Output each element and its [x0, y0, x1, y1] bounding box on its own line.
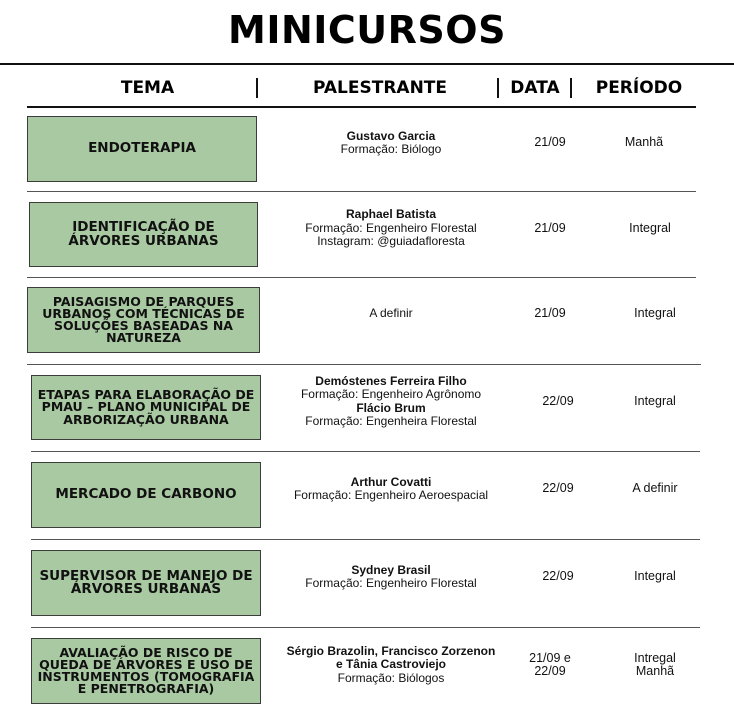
speaker-detail: Formação: Engenheiro Florestal — [305, 220, 477, 235]
row-divider — [31, 451, 700, 452]
header-tema: TEMA — [120, 78, 175, 98]
row-divider — [31, 539, 700, 540]
row-divider — [27, 277, 696, 278]
palestrante-cell — [266, 130, 516, 157]
speaker-name: Sydney Brasil — [351, 562, 431, 577]
header-palestrante: PALESTRANTE — [312, 78, 448, 98]
data-cell: 22/09 — [542, 393, 574, 408]
palestrante-cell — [266, 208, 516, 249]
data-cell: 22/09 — [542, 481, 574, 496]
periodo-cell: Integral — [634, 569, 676, 584]
header-data: DATA — [510, 78, 560, 98]
row-divider — [31, 627, 700, 628]
speaker-detail: Formação: Engenheiro Aeroespacial — [293, 488, 489, 502]
speaker-detail: Formação: Biólogos — [337, 670, 445, 685]
speaker-name: Raphael Batista — [345, 207, 437, 222]
speaker-name: Arthur Covatti — [350, 474, 432, 489]
header-separator — [570, 78, 572, 98]
tema-cell: ETAPAS PARA ELABORAÇÃO DE PMAU – PLANO MUNICIPAL DE ARBORIZAÇÃO URBANA — [31, 375, 261, 440]
periodo-cell: Integral — [634, 393, 676, 408]
title-divider — [0, 63, 734, 65]
periodo-cell: A definir — [632, 481, 678, 496]
periodo-cell: Integral — [634, 306, 676, 321]
data-cell: 21/09 — [534, 220, 566, 235]
speaker-detail: Formação: Engenheira Florestal — [305, 414, 477, 428]
data-cell: 21/09 e 22/09 — [529, 650, 571, 678]
data-cell: 22/09 — [542, 569, 574, 584]
speaker-detail: A definir — [369, 306, 413, 321]
speaker-detail: Formação: Biólogo — [340, 142, 442, 156]
speaker-name: Flácio Brum — [356, 400, 426, 415]
tema-cell: AVALIAÇÃO DE RISCO DE QUEDA DE ÁRVORES E USO DE INSTRUMENTOS (TOMOGRAFIA E PENETROGRAFIA) — [31, 638, 261, 704]
speaker-name: Gustavo Garcia — [346, 128, 436, 143]
periodo-cell: Manhã — [624, 135, 664, 150]
header-separator — [497, 78, 499, 98]
tema-cell: MERCADO DE CARBONO — [31, 462, 261, 528]
data-cell: 21/09 — [534, 306, 566, 321]
header-separator — [256, 78, 258, 98]
palestrante-cell — [286, 645, 496, 686]
tema-cell: ENDOTERAPIA — [27, 116, 257, 182]
palestrante-cell — [266, 476, 516, 503]
palestrante-cell — [266, 375, 516, 429]
speaker-detail: Instagram: @guiadafloresta — [317, 234, 465, 249]
header-divider — [27, 106, 696, 108]
palestrante-cell — [266, 307, 516, 321]
data-cell: 21/09 — [534, 135, 566, 150]
tema-cell: SUPERVISOR DE MANEJO DE ÁRVORES URBANAS — [31, 550, 261, 616]
periodo-cell: Integral — [629, 220, 671, 235]
tema-cell: PAISAGISMO DE PARQUES URBANOS COM TÉCNICAS DE SOLUÇÕES BASEADAS NA NATUREZA — [27, 287, 260, 353]
palestrante-cell — [266, 564, 516, 591]
page-title: MINICURSOS — [228, 8, 506, 52]
tema-cell: IDENTIFICAÇÃO DE ÁRVORES URBANAS — [29, 202, 258, 267]
speaker-detail: Formação: Engenheiro Florestal — [305, 576, 477, 590]
header-periodo: PERÍODO — [595, 78, 683, 98]
speaker-detail: Formação: Engenheiro Agrônomo — [300, 387, 482, 401]
speaker-name: Demóstenes Ferreira Filho — [315, 373, 467, 388]
row-divider — [27, 364, 701, 365]
speaker-name: Sérgio Brazolin, Francisco Zorzenon e Tânia Castroviejo — [286, 643, 496, 672]
row-divider — [27, 191, 696, 192]
periodo-cell: Intregal Manhã — [634, 650, 676, 678]
